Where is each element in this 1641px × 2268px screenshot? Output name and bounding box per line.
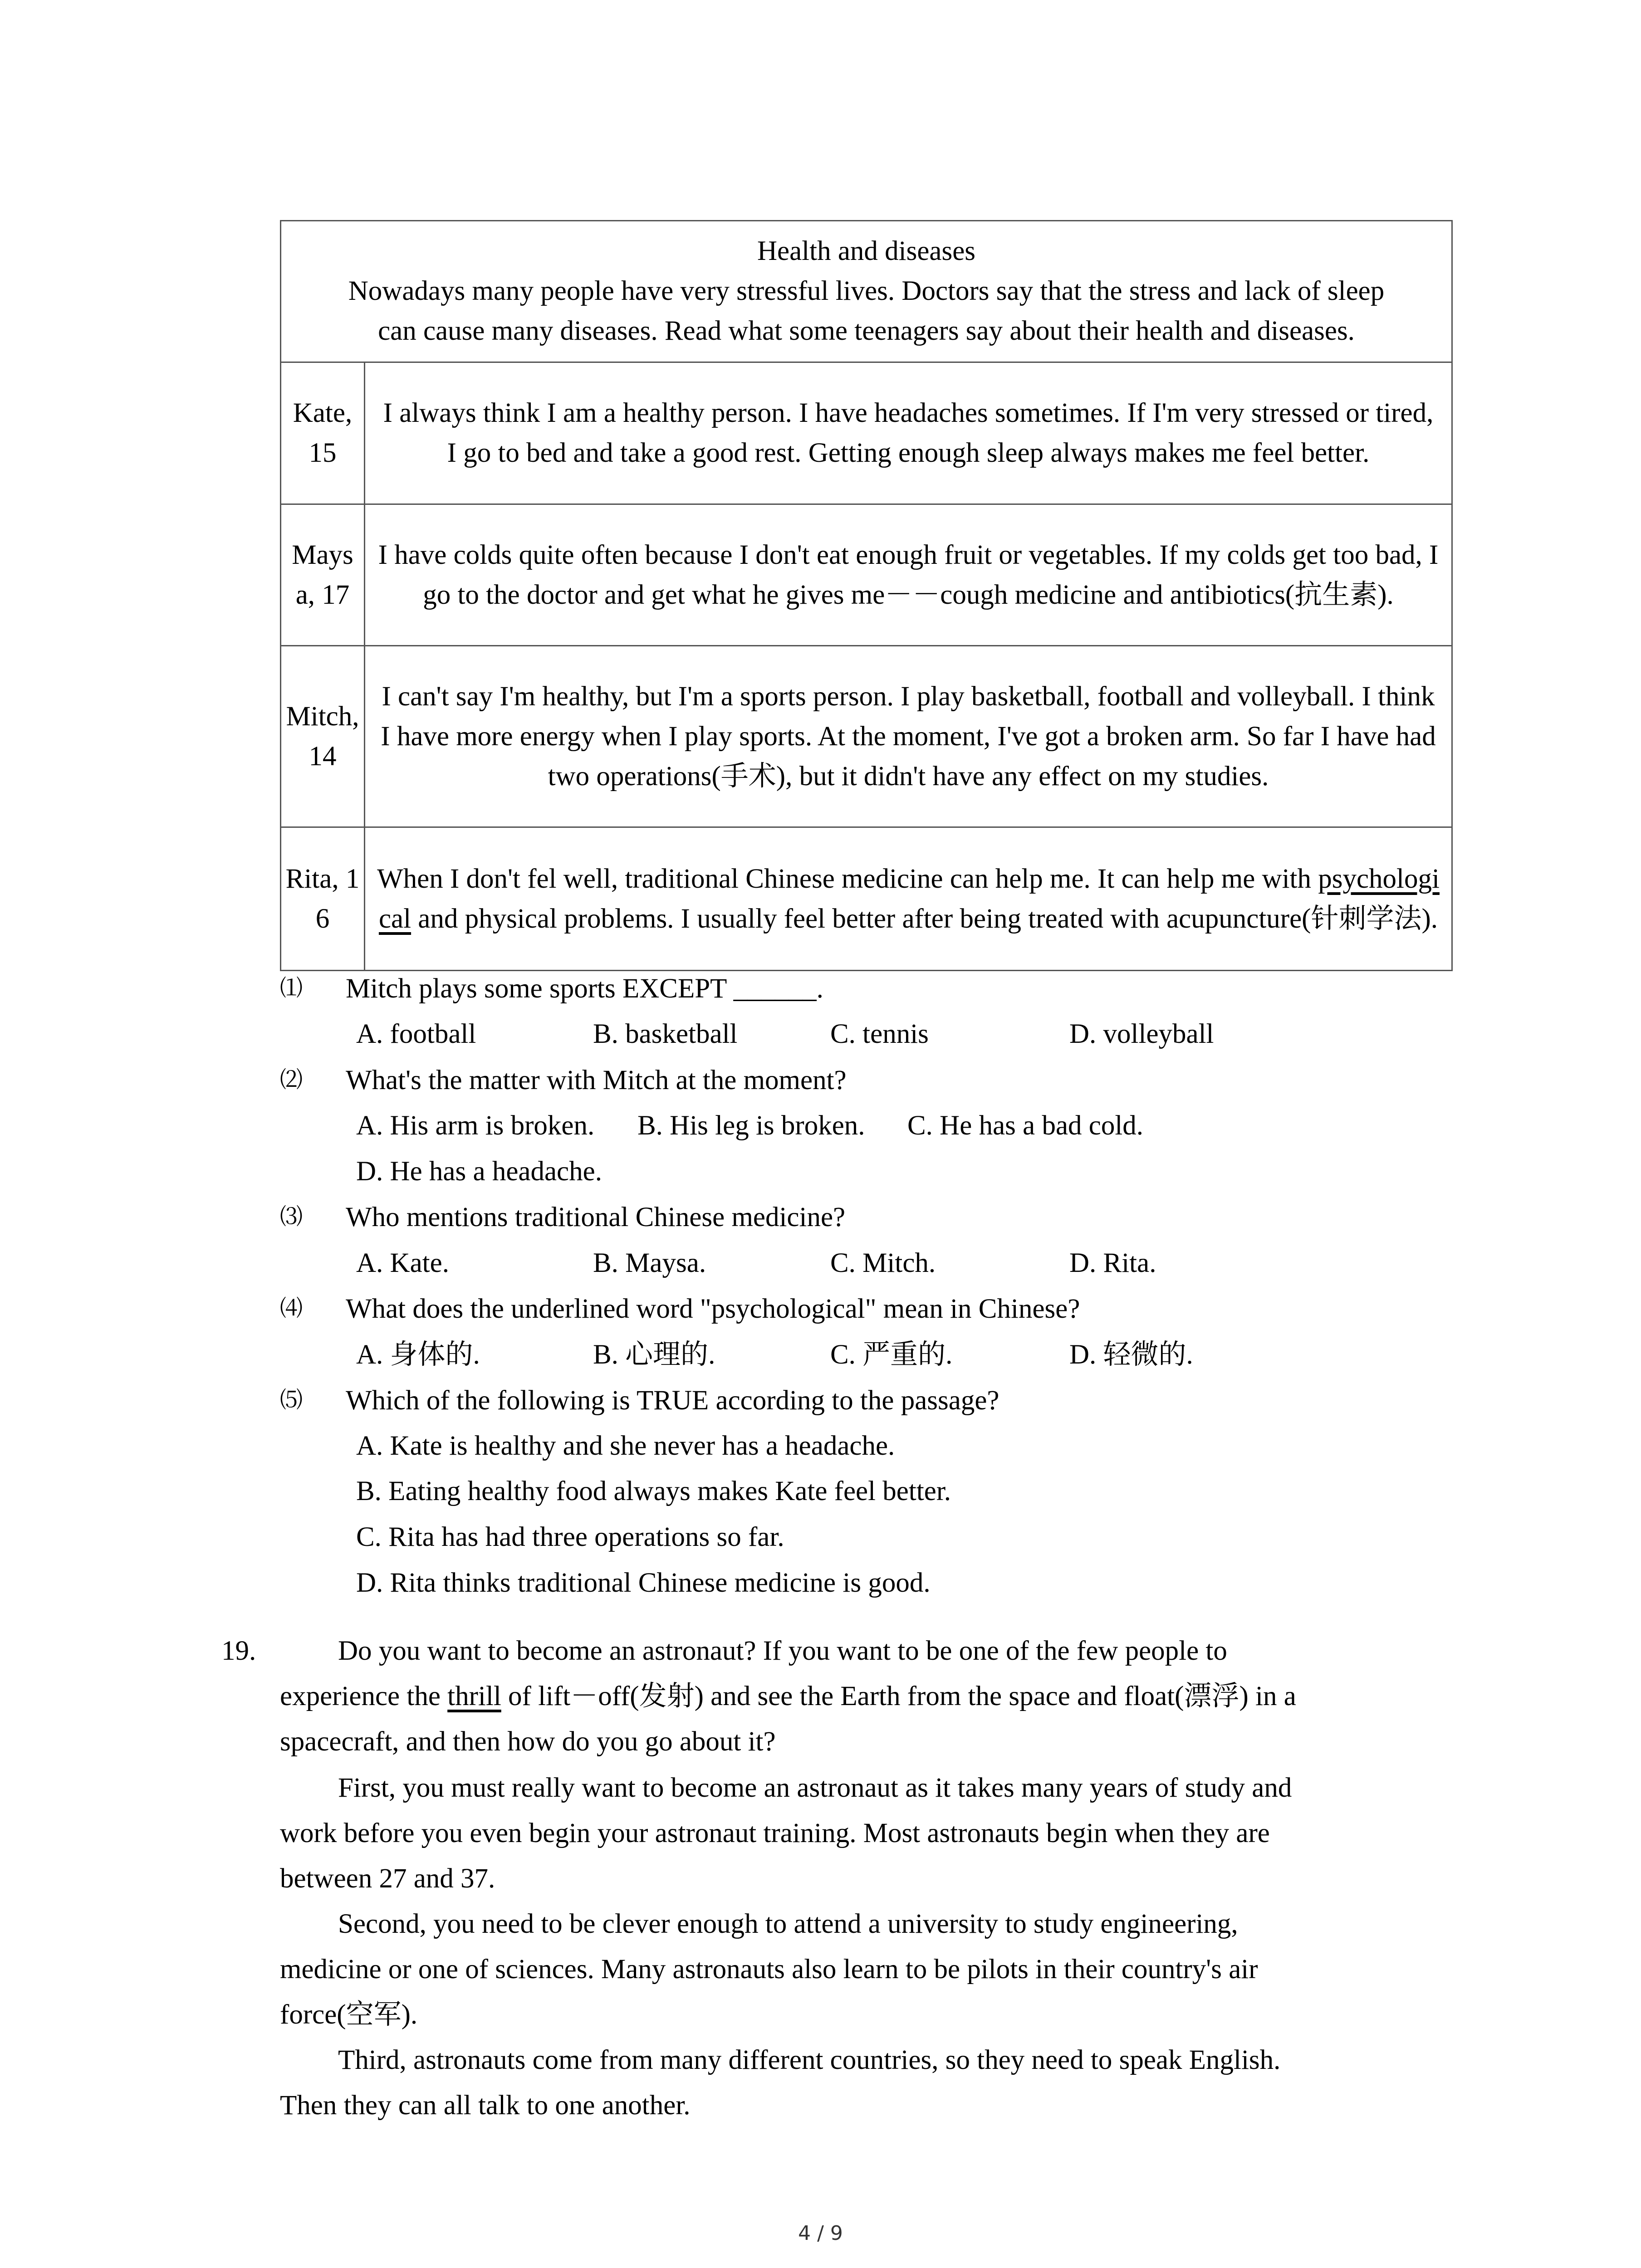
option: B. His leg is broken. [637,1110,865,1141]
option: D. volleyball [1069,1019,1214,1049]
option: B. Maysa. [593,1248,706,1278]
table-row [281,363,1451,505]
question-stem: Mitch plays some sports EXCEPT ______. [346,973,823,1004]
passage-line: force(空军). [280,1999,418,2030]
option: D. Rita thinks traditional Chinese medicine is good. [356,1568,931,1598]
table-title: Health and diseases [757,236,976,266]
option: C. Mitch. [830,1248,936,1278]
question-number: ⑴ [280,975,303,1001]
passage-line: Do you want to become an astronaut? If you want to be one of the few people to [338,1636,1227,1666]
option: B. 心理的. [593,1339,715,1370]
row-name: Maysa, 17 [281,505,365,645]
row-text-after: and physical problems. I usually feel better after being treated with acupuncture(针刺学法). [411,903,1438,934]
question-number: ⑸ [280,1387,303,1413]
option: A. football [356,1019,476,1049]
question-number: ⑷ [280,1295,303,1321]
passage-line: medicine or one of sciences. Many astronauts also learn to be pilots in their country's air [280,1954,1258,1984]
underlined-word-thrill: thrill [447,1681,501,1711]
table-header [281,221,1451,363]
option: D. 轻微的. [1069,1339,1193,1370]
passage-line: work before you even begin your astronaut training. Most astronauts begin when they are [280,1818,1270,1848]
row-text: I can't say I'm healthy, but I'm a sports person. I play basketball, football and volleyball. I think I have more energy when I play sports. At the moment, I've got a broken arm. So far I have had two operations(手术), but it didn't have any effect on my studies. [381,681,1436,792]
option: A. Kate. [356,1248,449,1278]
question-stem: Which of the following is TRUE according to the passage? [346,1385,999,1416]
passage-line: Third, astronauts come from many different countries, so they need to speak English. [338,2045,1281,2075]
option: A. Kate is healthy and she never has a headache. [356,1431,895,1461]
option: D. Rita. [1069,1248,1156,1278]
option: C. tennis [830,1019,929,1049]
option: C. He has a bad cold. [907,1110,1144,1141]
option: A. His arm is broken. [356,1110,595,1141]
question-number: ⑵ [280,1066,303,1093]
passage-line [280,1678,1296,1715]
option: A. 身体的. [356,1339,480,1370]
row-name: Kate, 15 [281,363,365,503]
option: B. Eating healthy food always makes Kate feel better. [356,1476,951,1506]
table-row [281,646,1451,828]
option: D. He has a headache. [356,1156,602,1187]
option: B. basketball [593,1019,738,1049]
row-name: Mitch, 14 [281,646,365,826]
row-name: Rita, 16 [281,828,365,970]
passage-line: spacecraft, and then how do you go about it? [280,1726,776,1757]
passage-line: First, you must really want to become an astronaut as it takes many years of study and [338,1773,1292,1803]
passage-text: of lift－off(发射) and see the Earth from the space and float(漂浮) in a [501,1681,1296,1711]
page-number: 4 / 9 [798,2222,843,2245]
table-intro-line-1: Nowadays many people have very stressful lives. Doctors say that the stress and lack of sleep [348,276,1385,306]
question-stem: What's the matter with Mitch at the moment? [346,1065,847,1095]
row-text: I have colds quite often because I don't eat enough fruit or vegetables. If my colds get too bad, I go to the doctor and get what he gives me－－cough medicine and antibiotics(抗生素). [378,539,1439,610]
health-table [280,220,1453,971]
passage-text: experience the [280,1681,448,1711]
table-intro-line-2: can cause many diseases. Read what some teenagers say about their health and diseases. [378,316,1355,346]
table-row [281,505,1451,646]
underlined-word: psychological [378,863,1440,934]
passage-line: Second, you need to be clever enough to attend a university to study engineering, [338,1909,1238,1939]
option: C. Rita has had three operations so far. [356,1522,784,1552]
question-19-number: 19. [221,1636,256,1666]
passage-line: between 27 and 37. [280,1863,495,1894]
question-number: ⑶ [280,1203,303,1230]
question-stem: What does the underlined word "psychological" mean in Chinese? [346,1294,1080,1324]
row-text: I always think I am a healthy person. I have headaches sometimes. If I'm very stressed or tired, I go to bed and take a good rest. Getting enough sleep always makes me feel better. [383,398,1434,468]
question-stem: Who mentions traditional Chinese medicine? [346,1202,846,1232]
row-text-before: When I don't fel well, traditional Chinese medicine can help me. It can help me with [377,863,1318,894]
option: C. 严重的. [830,1339,953,1370]
table-row [281,828,1451,970]
passage-line: Then they can all talk to one another. [280,2090,691,2121]
row-text [365,828,1451,970]
